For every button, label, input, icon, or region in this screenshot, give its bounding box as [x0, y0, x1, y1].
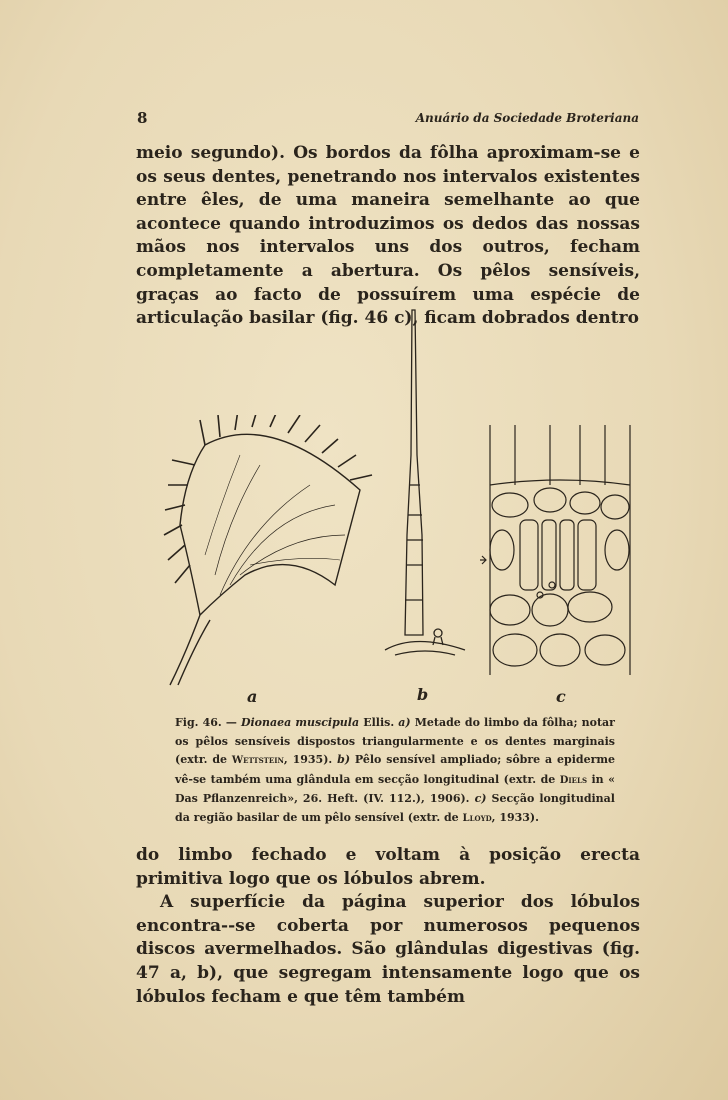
caption-source-c: Lloyd	[462, 812, 492, 824]
caption-marker-c: c)	[474, 792, 487, 806]
figure-label-c: c	[556, 687, 566, 706]
figure-drawing-b	[375, 305, 475, 675]
caption-source-a-year: , 1935).	[283, 753, 333, 767]
figure-drawing-c	[480, 425, 640, 675]
journal-title: Anuário da Sociedade Broteriana	[415, 111, 639, 125]
caption-source-c-year: , 1933).	[491, 810, 539, 824]
caption-part-a: Metade do limbo da fôlha; notar os pêlos sensíveis dispostos triangularmente e os dentes marginais (extr. de	[175, 716, 615, 767]
paragraph-2: do limbo fechado e voltam à posição erecta primitiva logo que os lóbulos abrem.	[136, 845, 640, 889]
caption-part-c: Secção longitudinal da região basilar de um pêlo sensível (extr. de	[175, 792, 615, 824]
caption-species: Dionaea muscipula	[240, 716, 360, 729]
body-paragraph-bottom	[136, 844, 640, 1009]
figure-46	[160, 305, 640, 710]
caption-source-b-rest: in « Das Pflanzenreich», 26. Heft. (IV. 112.), 1906).	[175, 772, 615, 806]
page-number: 8	[137, 109, 148, 127]
caption-source-a: Wettstein	[231, 755, 284, 767]
figure-drawing-a	[160, 415, 380, 690]
caption-fig-number: Fig. 46. —	[175, 716, 237, 729]
caption-authority: Ellis.	[363, 716, 395, 729]
caption-source-b: Diels	[559, 774, 587, 786]
figure-label-b: b	[417, 685, 429, 704]
figure-caption	[175, 714, 615, 829]
paragraph-3: A superfície da página superior dos lóbulos encontra--se coberta por numerosos pequenos discos avermelhados. São glândulas digestivas (fig. 47 a, b), que segregam intensamente logo que os lóbulos fecham e que têm também	[136, 892, 640, 1007]
paragraph-1: meio segundo). Os bordos da fôlha aproximam-se e os seus dentes, penetrando nos intervalos existentes entre êles, de uma maneira semelhante ao que acontece quando introduzimos os dedos das nossas mãos nos intervalos uns dos outros, fecham completamente a abertura. Os pêlos sensíveis, graças ao facto de possuírem uma espécie de articulação basilar (fig. 46 c), ficam dobrados dentro	[136, 143, 640, 329]
figure-label-a: a	[247, 687, 258, 706]
caption-part-b: Pêlo sensível ampliado; sôbre a epiderme vê-se também uma glândula em secção longitudinal (extr. de	[175, 753, 615, 786]
caption-marker-b: b)	[337, 753, 351, 767]
body-paragraph-top	[136, 142, 640, 331]
caption-marker-a: a)	[398, 716, 411, 729]
running-header	[137, 109, 639, 131]
